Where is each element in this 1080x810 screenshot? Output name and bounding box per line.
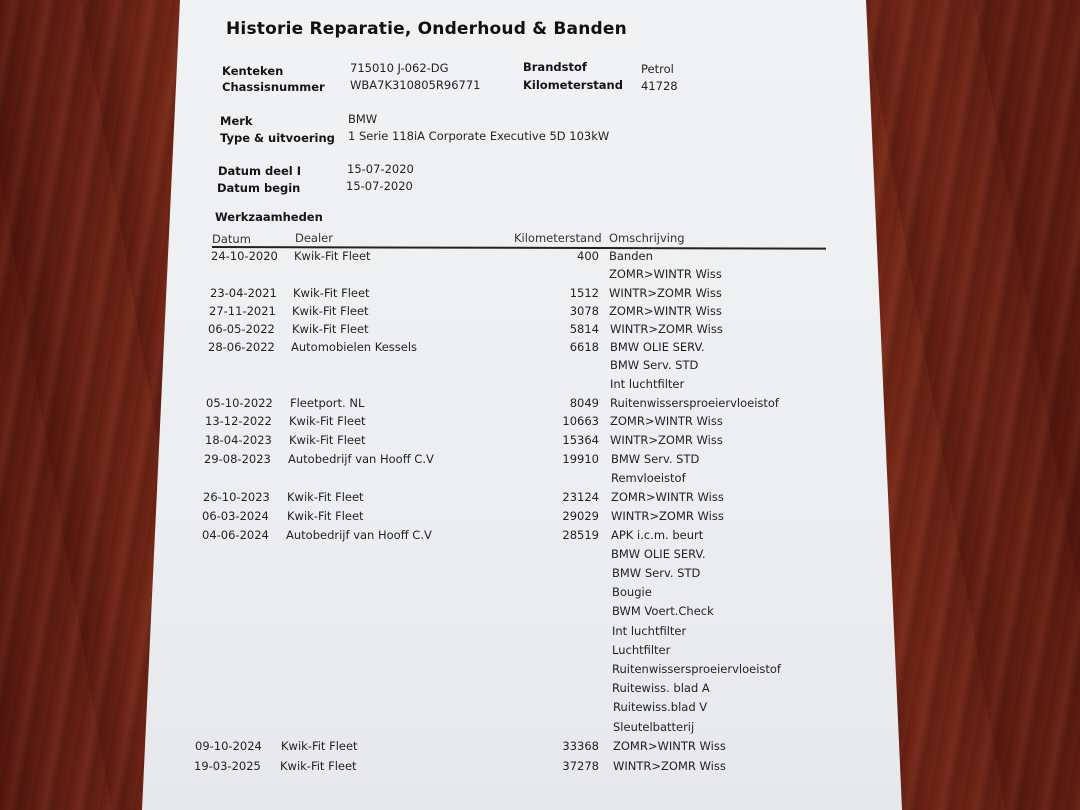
kenteken-label: Kenteken <box>222 64 284 78</box>
row-km: 6618 <box>569 340 599 354</box>
row-datum: 06-05-2022 <box>208 322 275 336</box>
row-datum: 04-06-2024 <box>202 528 269 542</box>
type-label: Type & uitvoering <box>220 131 335 145</box>
datum-begin-value: 15-07-2020 <box>346 179 413 193</box>
row-dealer: Autobedrijf van Hooff C.V <box>288 452 434 466</box>
row-omschrijving: Remvloeistof <box>611 471 686 485</box>
row-km: 1512 <box>569 286 599 300</box>
row-dealer: Kwik-Fit Fleet <box>294 249 371 263</box>
row-omschrijving: ZOMR>WINTR Wiss <box>613 739 726 753</box>
kenteken-value: 715010 J-062-DG <box>350 61 449 75</box>
row-omschrijving: ZOMR>WINTR Wiss <box>610 414 723 428</box>
row-datum: 23-04-2021 <box>210 286 277 300</box>
row-dealer: Automobielen Kessels <box>291 340 418 354</box>
type-value: 1 Serie 118iA Corporate Executive 5D 103kW <box>348 129 610 143</box>
row-km: 400 <box>577 249 599 263</box>
row-dealer: Kwik-Fit Fleet <box>289 414 366 428</box>
row-datum: 18-04-2023 <box>205 433 272 447</box>
row-omschrijving: WINTR>ZOMR Wiss <box>610 433 723 447</box>
datum-deel-label: Datum deel I <box>218 164 302 178</box>
row-omschrijving: Int luchtfilter <box>610 377 685 391</box>
row-datum: 09-10-2024 <box>195 739 262 753</box>
row-dealer: Kwik-Fit Fleet <box>280 759 357 773</box>
chassisnummer-label: Chassisnummer <box>222 80 325 94</box>
column-header-km: Kilometerstand <box>514 231 602 245</box>
row-dealer: Autobedrijf van Hooff C.V <box>286 528 432 542</box>
row-dealer: Kwik-Fit Fleet <box>289 433 366 447</box>
row-datum: 28-06-2022 <box>208 340 275 354</box>
row-omschrijving: Ruitenwissersproeiervloeistof <box>610 396 779 410</box>
row-omschrijving: Ruitewiss. blad A <box>612 681 710 695</box>
row-omschrijving: Sleutelbatterij <box>613 720 695 734</box>
row-omschrijving: ZOMR>WINTR Wiss <box>609 267 722 281</box>
row-dealer: Kwik-Fit Fleet <box>292 304 369 318</box>
section-title: Werkzaamheden <box>215 210 323 224</box>
column-header-dealer: Dealer <box>295 231 333 245</box>
row-km: 5814 <box>569 322 599 336</box>
row-dealer: Kwik-Fit Fleet <box>293 286 370 300</box>
row-omschrijving: BMW Serv. STD <box>611 452 700 466</box>
datum-begin-label: Datum begin <box>217 181 301 195</box>
row-omschrijving: BWM Voert.Check <box>612 604 714 618</box>
chassisnummer-value: WBA7K310805R96771 <box>350 78 481 92</box>
column-header-omschrijving: Omschrijving <box>609 231 685 245</box>
kilometerstand-value: 41728 <box>641 79 678 93</box>
row-km: 8049 <box>569 396 599 410</box>
row-omschrijving: BMW Serv. STD <box>610 358 699 372</box>
row-datum: 26-10-2023 <box>203 490 270 504</box>
brandstof-value: Petrol <box>641 62 674 76</box>
row-omschrijving: Banden <box>609 249 653 263</box>
merk-value: BMW <box>348 112 378 126</box>
row-omschrijving: ZOMR>WINTR Wiss <box>609 304 722 318</box>
row-omschrijving: BMW OLIE SERV. <box>611 547 706 561</box>
row-dealer: Kwik-Fit Fleet <box>281 739 358 753</box>
row-omschrijving: Int luchtfilter <box>612 624 687 638</box>
row-km: 3078 <box>569 304 599 318</box>
datum-deel-value: 15-07-2020 <box>347 162 414 176</box>
row-dealer: Kwik-Fit Fleet <box>287 490 364 504</box>
row-dealer: Kwik-Fit Fleet <box>292 322 369 336</box>
row-omschrijving: Ruitenwissersproeiervloeistof <box>612 662 781 676</box>
row-omschrijving: Luchtfilter <box>612 643 671 657</box>
row-km: 15364 <box>562 433 599 447</box>
row-dealer: Kwik-Fit Fleet <box>287 509 364 523</box>
row-km: 10663 <box>562 414 599 428</box>
row-km: 37278 <box>562 759 599 773</box>
row-omschrijving: BMW Serv. STD <box>612 566 701 580</box>
row-datum: 13-12-2022 <box>205 414 272 428</box>
row-datum: 27-11-2021 <box>209 304 276 318</box>
row-omschrijving: WINTR>ZOMR Wiss <box>609 286 722 300</box>
row-km: 28519 <box>562 528 599 542</box>
row-km: 29029 <box>562 509 599 523</box>
kilometerstand-label: Kilometerstand <box>523 78 623 92</box>
row-datum: 29-08-2023 <box>204 452 271 466</box>
row-omschrijving: WINTR>ZOMR Wiss <box>611 509 724 523</box>
row-datum: 05-10-2022 <box>206 396 273 410</box>
row-omschrijving: APK i.c.m. beurt <box>611 528 704 542</box>
row-km: 33368 <box>562 739 599 753</box>
column-header-datum: Datum <box>212 232 251 246</box>
document-title: Historie Reparatie, Onderhoud & Banden <box>226 19 627 39</box>
row-omschrijving: WINTR>ZOMR Wiss <box>610 322 723 336</box>
row-omschrijving: Ruitewiss.blad V <box>613 700 708 714</box>
row-datum: 19-03-2025 <box>194 759 261 773</box>
row-dealer: Fleetport. NL <box>290 396 365 410</box>
row-omschrijving: Bougie <box>612 585 652 599</box>
row-datum: 24-10-2020 <box>211 249 278 263</box>
merk-label: Merk <box>220 114 253 128</box>
row-km: 23124 <box>562 490 599 504</box>
brandstof-label: Brandstof <box>523 60 587 74</box>
row-omschrijving: ZOMR>WINTR Wiss <box>611 490 724 504</box>
row-datum: 06-03-2024 <box>202 509 269 523</box>
row-omschrijving: BMW OLIE SERV. <box>610 340 705 354</box>
row-omschrijving: WINTR>ZOMR Wiss <box>613 759 726 773</box>
row-km: 19910 <box>562 452 599 466</box>
